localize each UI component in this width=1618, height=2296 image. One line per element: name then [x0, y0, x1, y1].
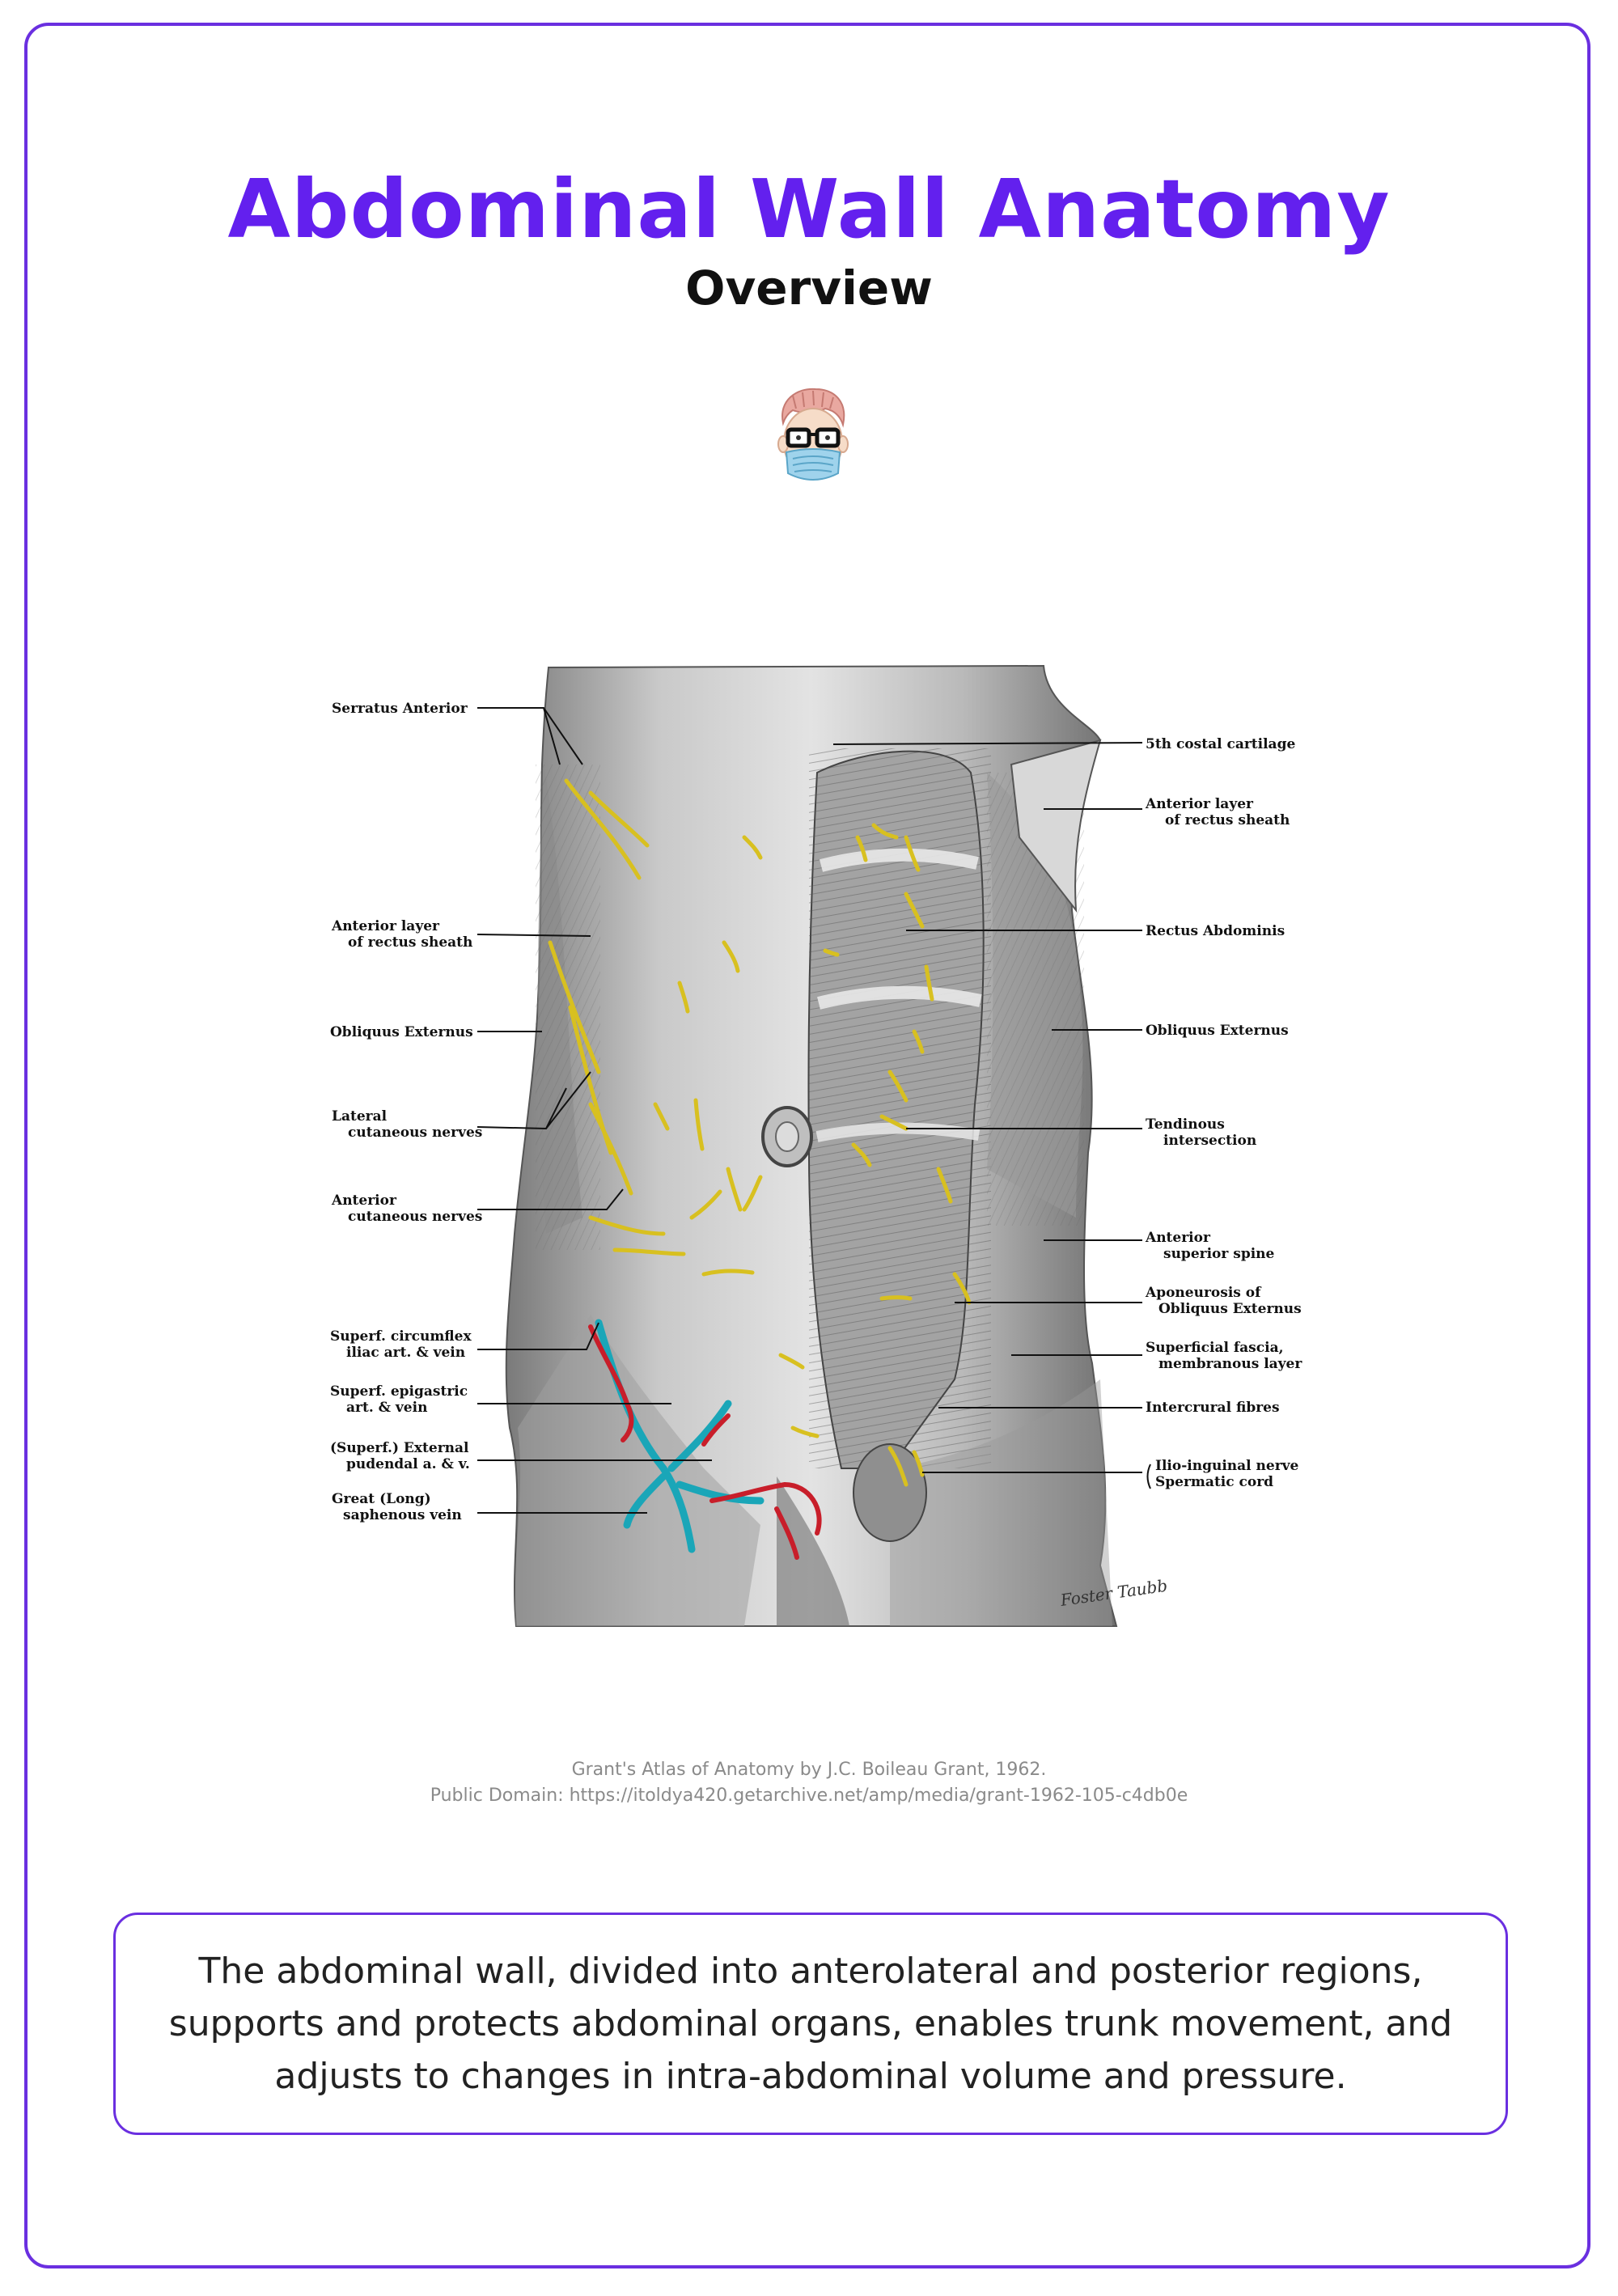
credit-source: Grant's Atlas of Anatomy by J.C. Boileau Grant, 1962.: [571, 1760, 1047, 1780]
label-superf-circumflex: Superf. circumflex: [330, 1328, 472, 1345]
label-anterior-right: Anterior: [1146, 1230, 1210, 1246]
doctor-avatar-icon: [769, 384, 858, 498]
page-subtitle: Overview: [685, 261, 933, 316]
label-5th-costal-cartilage: 5th costal cartilage: [1146, 736, 1296, 752]
label-iliac-art-vein: iliac art. & vein: [346, 1345, 466, 1361]
page-title: Abdominal Wall Anatomy: [227, 162, 1391, 256]
label-rectus-abdominis: Rectus Abdominis: [1146, 923, 1286, 939]
credit-license-link[interactable]: Public Domain: https://itoldya420.getarchive.net/amp/media/grant-1962-105-c4db0e: [430, 1785, 1188, 1806]
label-tendinous: Tendinous: [1146, 1116, 1225, 1133]
summary-text: The abdominal wall, divided into anterolateral and posterior regions, supports and protects abdominal organs, enables trunk movement, and adjusts to changes in intra-abdominal volume and pressure.: [168, 1950, 1453, 2098]
artist-signature: Foster Taubb: [1059, 1575, 1169, 1610]
label-membranous-layer: membranous layer: [1158, 1356, 1302, 1372]
label-superior-spine: superior spine: [1163, 1246, 1275, 1262]
label-saphenous-vein: saphenous vein: [343, 1507, 462, 1523]
label-spermatic-cord: Spermatic cord: [1155, 1474, 1274, 1490]
label-superf-epigastric: Superf. epigastric: [330, 1383, 468, 1400]
label-anterior-cutaneous-nerves: cutaneous nerves: [348, 1209, 483, 1225]
label-anterior-layer-left: Anterior layer: [332, 918, 439, 934]
label-aponeurosis-obliquus: Obliquus Externus: [1158, 1301, 1302, 1317]
label-rectus-sheath-right: of rectus sheath: [1165, 812, 1290, 828]
label-intercrural-fibres: Intercrural fibres: [1146, 1400, 1280, 1416]
label-superf-external: (Superf.) External: [330, 1440, 469, 1456]
label-aponeurosis-of: Aponeurosis of: [1146, 1285, 1261, 1301]
label-obliquus-externus-left: Obliquus Externus: [330, 1024, 473, 1040]
label-lateral: Lateral: [332, 1108, 388, 1125]
label-epigastric-art-vein: art. & vein: [346, 1400, 428, 1416]
label-obliquus-externus-right: Obliquus Externus: [1146, 1023, 1289, 1039]
label-anterior-layer-right: Anterior layer: [1146, 796, 1253, 812]
label-lateral-cutaneous-nerves: cutaneous nerves: [348, 1125, 483, 1141]
label-ilio-inguinal-nerve: Ilio-inguinal nerve: [1155, 1458, 1299, 1474]
image-credit: [0, 1757, 1618, 1809]
label-superficial-fascia: Superficial fascia,: [1146, 1340, 1284, 1356]
labels-left: [330, 701, 482, 1523]
label-pudendal: pudendal a. & v.: [346, 1456, 470, 1472]
summary-box: [113, 1913, 1508, 2135]
label-rectus-sheath-left: of rectus sheath: [348, 934, 473, 951]
labels-right: [1145, 736, 1302, 1490]
label-serratus-anterior: Serratus Anterior: [332, 701, 468, 717]
abdominal-wall-illustration: [324, 651, 1311, 1638]
label-anterior-cutaneous: Anterior: [332, 1192, 396, 1209]
label-intersection: intersection: [1163, 1133, 1257, 1149]
label-great-long: Great (Long): [332, 1491, 431, 1507]
